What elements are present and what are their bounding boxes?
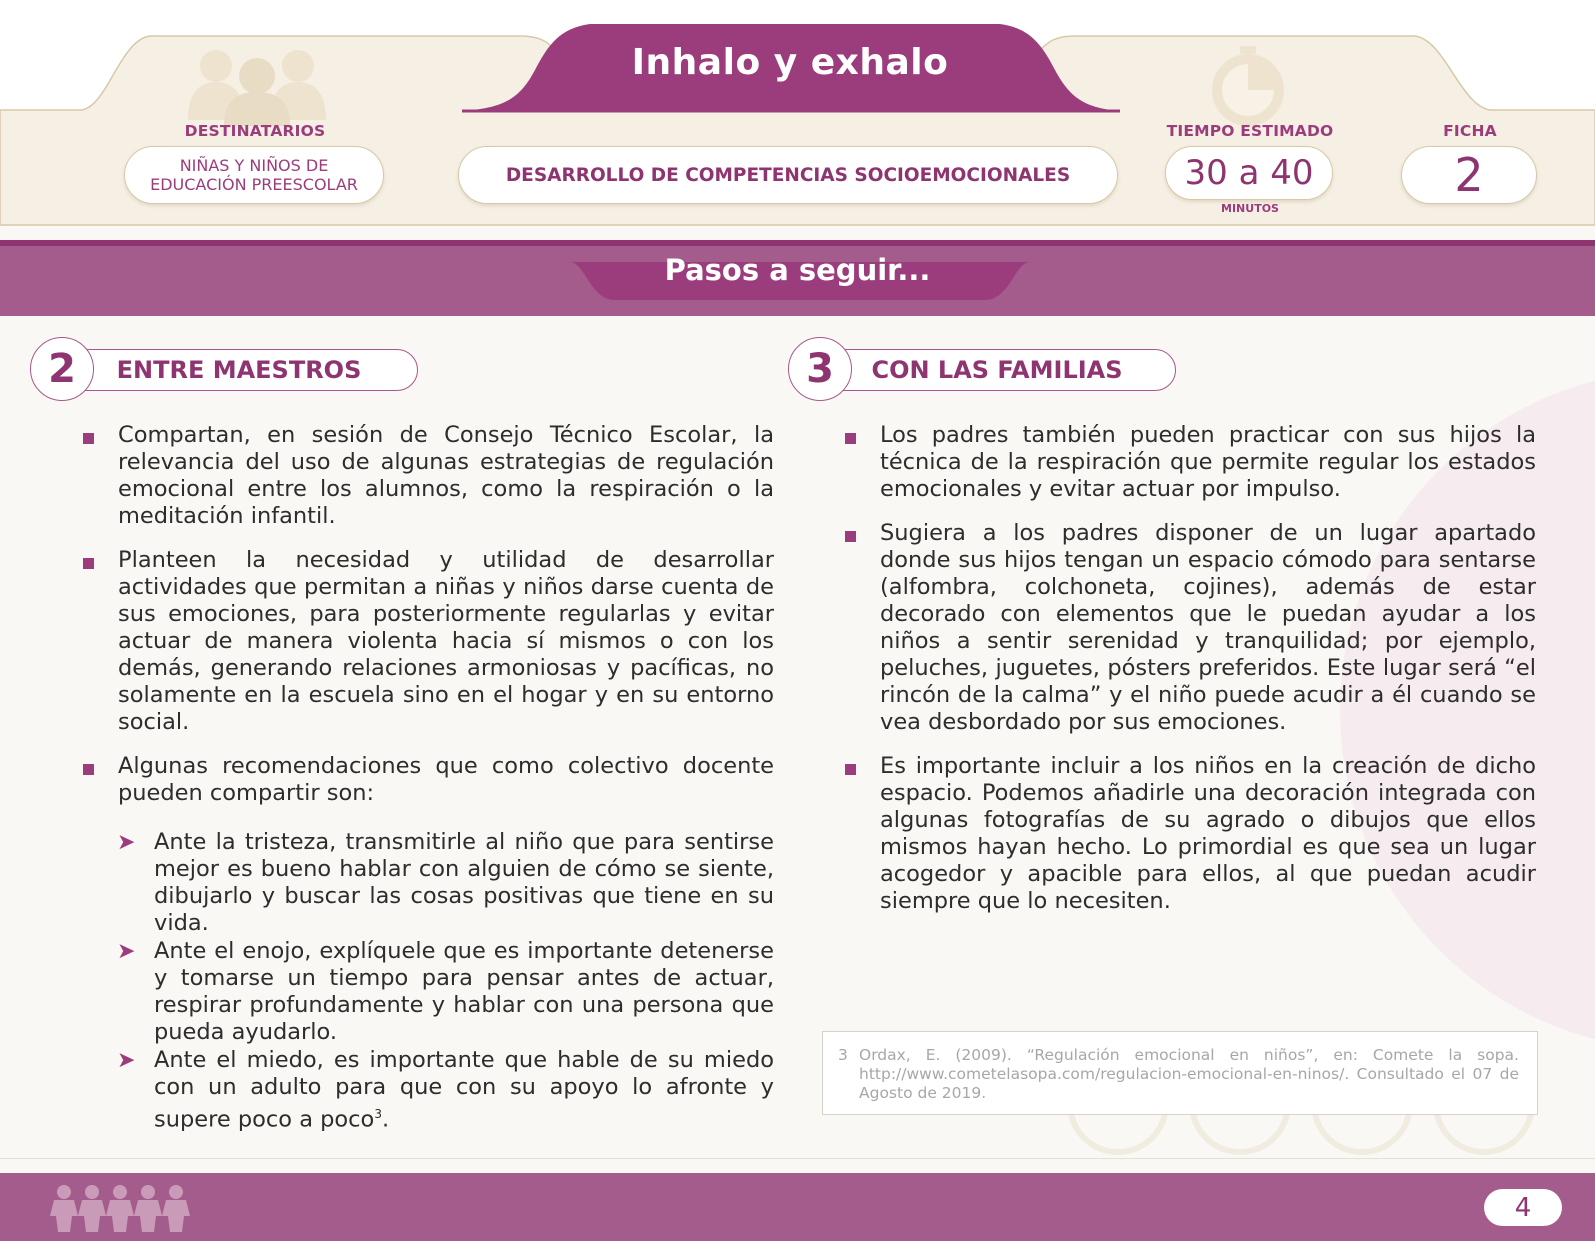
section-2-title: ENTRE MAESTROS bbox=[60, 349, 418, 391]
section-3-title: CON LAS FAMILIAS bbox=[818, 349, 1176, 391]
stopwatch-icon bbox=[1206, 44, 1290, 128]
page-title: Inhalo y exhalo bbox=[631, 42, 949, 83]
competence-pill: DESARROLLO DE COMPETENCIAS SOCIOEMOCIONALES bbox=[458, 146, 1118, 204]
recipients-pill bbox=[124, 146, 384, 204]
page-number: 4 bbox=[1484, 1189, 1562, 1226]
people-icon bbox=[188, 46, 326, 126]
sheet-label: FICHA bbox=[1443, 122, 1497, 140]
sub-list-item: ➤ Ante el miedo, es importante que hable de su miedo con un adulto para que con su apoyo lo afronte y supere poco a poco$^3$. bbox=[117, 1047, 774, 1133]
time-unit: MINUTOS bbox=[1221, 202, 1279, 215]
list-item: Es importante incluir a los niños en la creación de dicho espacio. Podemos añadirle una decoración integrada con algunas fotografías de su agrado o dibujos que ellos mismos hayan hecho. Lo primordial es que sea un lugar acogedor y apacible para ellos, al que puedan acudir siempre que lo necesiten. bbox=[880, 753, 1536, 915]
footnote-number: 3 bbox=[838, 1046, 848, 1064]
list-item: Algunas recomendaciones que como colectivo docente pueden compartir son: bbox=[118, 753, 774, 807]
square-bullet-icon bbox=[83, 764, 94, 775]
square-bullet-icon bbox=[845, 764, 856, 775]
recipients-line-1: NIÑAS Y NIÑOS DE bbox=[179, 156, 329, 175]
footnote-text: Ordax, E. (2009). “Regulación emocional en niños”, en: Comete la sopa. http://www.cometelasopa.com/regulacion-emocional-en-ninos/. Consultado el 07 de Agosto de 2019. bbox=[859, 1046, 1519, 1102]
time-label: TIEMPO ESTIMADO bbox=[1166, 122, 1334, 140]
list-item: Compartan, en sesión de Consejo Técnico Escolar, la relevancia del uso de algunas estrategias de regulación emocional entre los alumnos, como la respiración o la meditación infantil. bbox=[118, 422, 774, 530]
arrow-bullet-icon: ➤ bbox=[117, 939, 136, 964]
section-2-number: 2 bbox=[30, 337, 94, 401]
footnote-box bbox=[822, 1031, 1538, 1115]
recipients-line-2: EDUCACIÓN PREESCOLAR bbox=[150, 175, 358, 194]
footer-circles-decor bbox=[1060, 1112, 1595, 1156]
recipients-label: DESTINATARIOS bbox=[184, 122, 326, 140]
square-bullet-icon bbox=[845, 433, 856, 444]
square-bullet-icon bbox=[83, 433, 94, 444]
section-3-number: 3 bbox=[788, 337, 852, 401]
list-item: Sugiera a los padres disponer de un lugar apartado donde sus hijos tengan un espacio cómodo para sentarse (alfombra, colchoneta, cojines), además de estar decorado con elementos que le puedan ayudar a los niños a sentir serenidad y tranquilidad; por ejemplo, peluches, juguetes, pósters preferidos. Este lugar será “el rincón de la calma” y el niño puede acudir a él cuando se vea desbordado por sus emociones. bbox=[880, 520, 1536, 736]
footnote-ref[interactable]: 3 bbox=[374, 1107, 382, 1121]
time-pill: 30 a 40 bbox=[1165, 146, 1333, 200]
arrow-bullet-icon: ➤ bbox=[117, 830, 136, 855]
paper-dolls-icon bbox=[50, 1184, 195, 1234]
list-item: Los padres también pueden practicar con sus hijos la técnica de la respiración que permite regular los estados emocionales y evitar actuar por impulso. bbox=[880, 422, 1536, 503]
square-bullet-icon bbox=[845, 531, 856, 542]
square-bullet-icon bbox=[83, 558, 94, 569]
footer-bar bbox=[0, 1173, 1595, 1241]
sub-list-item: ➤ Ante la tristeza, transmitirle al niño que para sentirse mejor es bueno hablar con alguien de cómo se siente, dibujarlo y buscar las cosas positivas que tiene en su vida. bbox=[117, 829, 774, 936]
sub-list-item: ➤ Ante el enojo, explíquele que es importante detenerse y tomarse un tiempo para pensar antes de actuar, respirar profundamente y hablar con una persona que pueda ayudarlo. bbox=[117, 938, 774, 1045]
footer-divider bbox=[0, 1158, 1595, 1159]
sheet-pill: 2 bbox=[1401, 146, 1537, 204]
section-3-body bbox=[880, 422, 1536, 932]
arrow-bullet-icon: ➤ bbox=[117, 1048, 136, 1073]
list-item: Planteen la necesidad y utilidad de desarrollar actividades que permitan a niñas y niños darse cuenta de sus emociones, para posteriormente regularlas y evitar actuar de manera violenta hacia sí mismos o con los demás, generando relaciones armoniosas y pacíficas, no solamente en la escuela sino en el hogar y en su entorno social. bbox=[118, 547, 774, 736]
section-2-body bbox=[118, 422, 774, 1135]
steps-banner-title: Pasos a seguir... bbox=[664, 253, 931, 287]
